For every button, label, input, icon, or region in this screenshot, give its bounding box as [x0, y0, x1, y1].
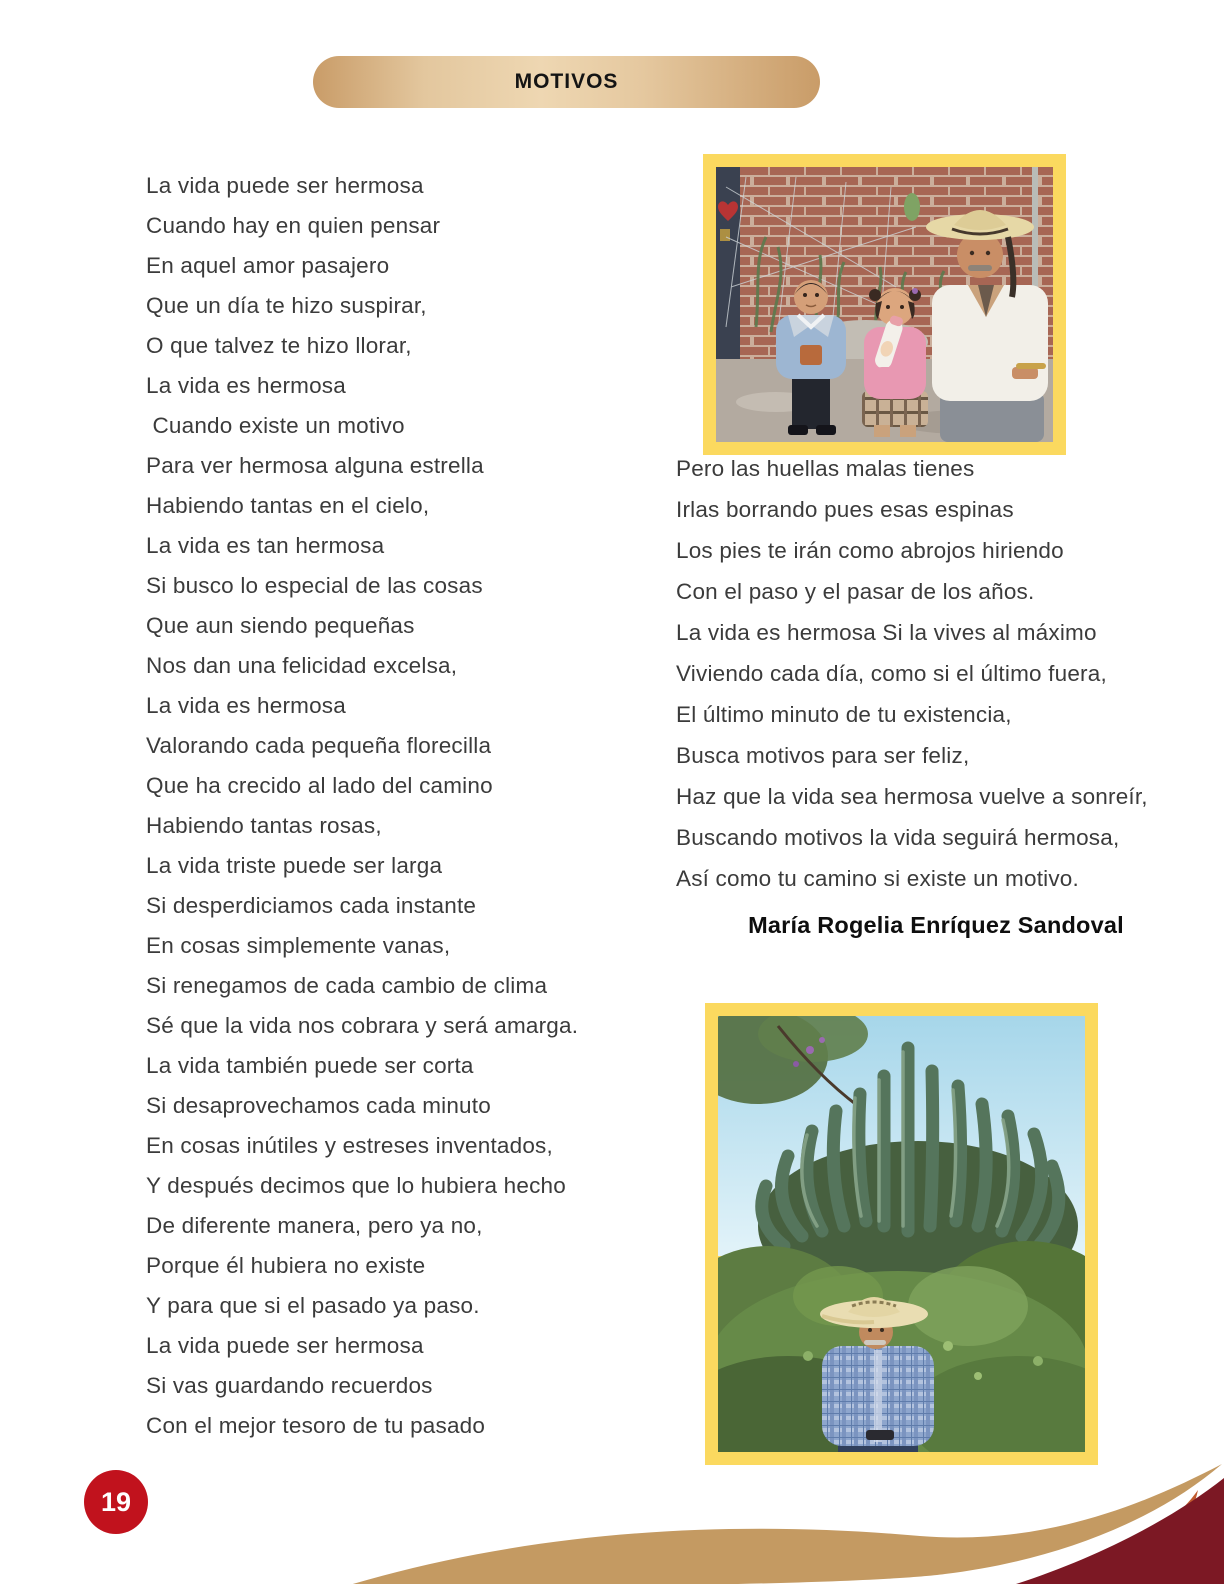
poem-line: Cuando hay en quien pensar — [146, 213, 441, 238]
cactus-photo-illustration — [718, 1016, 1085, 1452]
poem-line: La vida puede ser hermosa — [146, 173, 424, 198]
poem-left-column — [146, 166, 676, 1446]
section-title-pill — [313, 56, 820, 108]
poem-line: Irlas borrando pues esas espinas — [676, 497, 1014, 522]
poem-line: Que un día te hizo suspirar, — [146, 293, 427, 318]
poem-line: La vida triste puede ser larga — [146, 853, 443, 878]
poem-line: Si vas guardando recuerdos — [146, 1373, 433, 1398]
poem-line: Haz que la vida sea hermosa vuelve a sonreír, — [676, 784, 1148, 809]
poem-line: En aquel amor pasajero — [146, 253, 390, 278]
poem-line: Si desaprovechamos cada minuto — [146, 1093, 491, 1118]
poem-line: En cosas simplemente vanas, — [146, 933, 451, 958]
poem-line: Los pies te irán como abrojos hiriendo — [676, 538, 1064, 563]
poem-line: Y para que si el pasado ya paso. — [146, 1293, 480, 1318]
family-photo-illustration — [716, 167, 1053, 442]
page-title: MOTIVOS — [514, 70, 619, 93]
poem-line: Buscando motivos la vida seguirá hermosa, — [676, 825, 1120, 850]
poem-line: Si busco lo especial de las cosas — [146, 573, 483, 598]
poem-line: Nos dan una felicidad excelsa, — [146, 653, 458, 678]
cactus-photo — [705, 1003, 1098, 1465]
poem-line: La vida es hermosa — [146, 693, 346, 718]
family-photo — [703, 154, 1066, 455]
poem-line: La vida es hermosa — [146, 373, 346, 398]
poem-line: El último minuto de tu existencia, — [676, 702, 1012, 727]
man-figure — [820, 1297, 934, 1452]
poem-line: De diferente manera, pero ya no, — [146, 1213, 483, 1238]
poem-line: Si renegamos de cada cambio de clima — [146, 973, 548, 998]
poem-line: Viviendo cada día, como si el último fuera, — [676, 661, 1107, 686]
poem-line: Porque él hubiera no existe — [146, 1253, 426, 1278]
poem-line: Habiendo tantas en el cielo, — [146, 493, 430, 518]
poem-line: La vida también puede ser corta — [146, 1053, 474, 1078]
poem-line: O que talvez te hizo llorar, — [146, 333, 412, 358]
page-number: 19 — [100, 1486, 132, 1517]
poem-line: Pero las huellas malas tienes — [676, 456, 975, 481]
poem-line: Que ha crecido al lado del camino — [146, 773, 493, 798]
poem-line: La vida es hermosa Si la vives al máximo — [676, 620, 1097, 645]
poem-line: Así como tu camino si existe un motivo. — [676, 866, 1079, 891]
poem-line: Para ver hermosa alguna estrella — [146, 453, 484, 478]
poem-line: Sé que la vida nos cobrara y será amarga. — [146, 1013, 579, 1038]
poem-line: Cuando existe un motivo — [146, 413, 405, 438]
poem-line: Habiendo tantas rosas, — [146, 813, 382, 838]
author-name: María Rogelia Enríquez Sandoval — [748, 912, 1124, 938]
poem-line: Con el mejor tesoro de tu pasado — [146, 1413, 486, 1438]
poem-line: En cosas inútiles y estreses inventados, — [146, 1133, 553, 1158]
poem-line: Busca motivos para ser feliz, — [676, 743, 970, 768]
poem-line: La vida puede ser hermosa — [146, 1333, 424, 1358]
poem-right-column — [676, 448, 1201, 899]
poem-line: Y después decimos que lo hubiera hecho — [146, 1173, 566, 1198]
poem-line: Valorando cada pequeña florecilla — [146, 733, 492, 758]
poem-line: La vida es tan hermosa — [146, 533, 385, 558]
footer-swoosh — [0, 1434, 1224, 1584]
poem-line: Que aun siendo pequeñas — [146, 613, 415, 638]
poem-line: Si desperdiciamos cada instante — [146, 893, 477, 918]
poem-line: Con el paso y el pasar de los años. — [676, 579, 1035, 604]
